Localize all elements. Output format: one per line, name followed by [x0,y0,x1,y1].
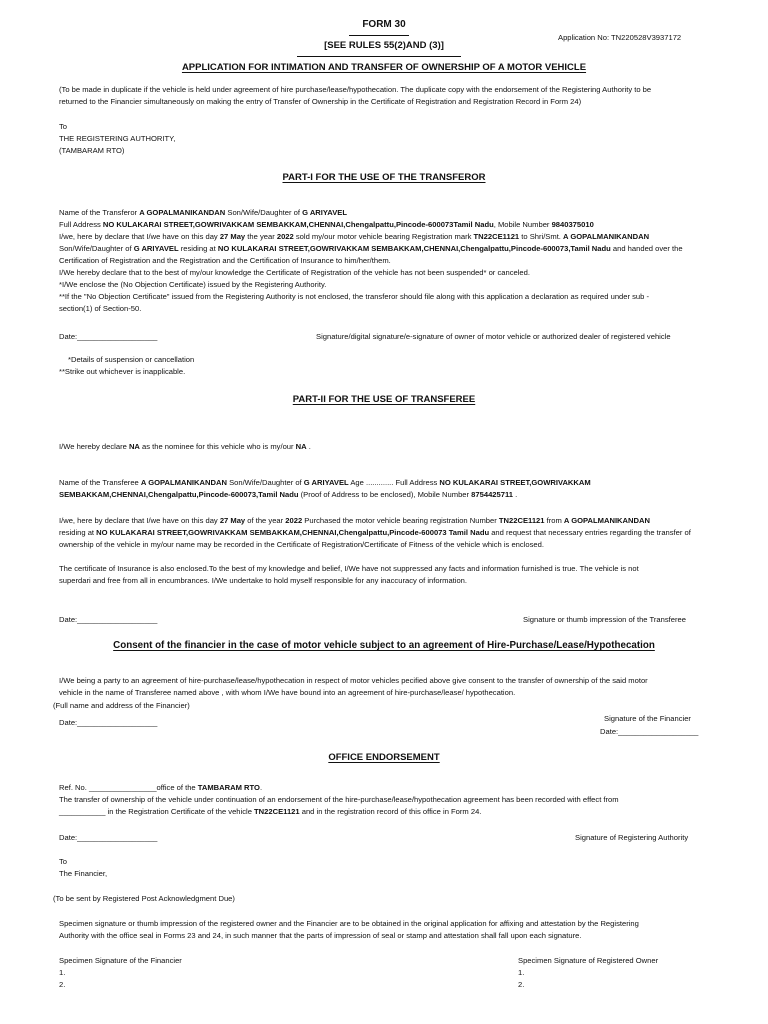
reference-number-line: Ref. No. ________________office of the TAMBARAM RTO. [59,783,263,792]
part1-heading: PART-I FOR THE USE OF THE TRANSFEROR [282,172,486,183]
specimen-note-line-2: Authority with the office seal in Forms 23 and 24, in such manner that the parts of impression of seal or stamp and attestation shall fall upon each signature. [59,931,582,940]
insurance-line-2: superdari and free from all in encumbrances. I/We undertake to hold myself responsible for any inaccuracy of information. [59,576,468,585]
transferee-name-line: Name of the Transferee A GOPALMANIKANDAN Son/Wife/Daughter of G ARIYAVEL Age ............. Full Address NO KULAKARAI STREET,GOWRIVAKKAM [59,478,591,487]
part2-date: Date:___________________ [59,615,158,624]
financier-signature: Signature of the Financier [604,714,691,723]
specimen-financier-label: Specimen Signature of the Financier [59,956,182,965]
financier-sign-2: 2. [59,980,66,989]
consent-line-2: vehicle in the name of Transferee named above , with whom I/We have bound into an agreement of hire-purchase/lease/ hypothecation. [59,688,516,697]
form-title: APPLICATION FOR INTIMATION AND TRANSFER OF OWNERSHIP OF A MOTOR VEHICLE [181,62,587,73]
noc-note-line-2: section(1) of Section-50. [59,304,142,313]
form-number-underline [349,35,409,36]
insurance-line-1: The certificate of Insurance is also enclosed.To the best of my knowledge and belief, I/We have not suppressed any facts and information furnished is true. The vehicle is not [59,564,639,573]
registered-post-note: (To be sent by Registered Post Acknowledgment Due) [53,894,235,903]
office-date: Date:___________________ [59,833,158,842]
endorsement-line-2: ___________ in the Registration Certificate of the vehicle TN22CE1121 and in the registration record of this office in Form 24. [59,807,482,816]
noc-note-line-1: **If the "No Objection Certificate" issued from the Registering Authority is not enclosed, the transferor should file along with this application a declaration as required under sub - [59,292,650,301]
endorsement-line-1: The transfer of ownership of the vehicle under continuation of an endorsement of the hire-purchase/lease/hypothecation agreement has been recorded with effect from [59,795,619,804]
rules-reference: [SEE RULES 55(2)AND (3)] [324,40,444,51]
registering-authority-signature: Signature of Registering Authority [575,833,689,842]
suspension-declaration: I/We hereby declare that to the best of my/our knowledge the Certificate of Registration of the vehicle has not been suspended* or canceled. [59,268,530,277]
consent-line-1: I/We being a party to an agreement of hire-purchase/lease/hypothecation in respect of motor vehicles pecified above give consent to the transfer of ownership of the said motor [59,676,648,685]
purchase-declaration-line: I/we, here by declare that I/we have on this day 27 May of the year 2022 Purchased the motor vehicle bearing registration Number TN22CE1121 from A GOPALMANIKANDAN [59,516,650,525]
address-rto: (TAMBARAM RTO) [59,146,125,155]
handover-line: Certification of Registration and the Registration and the Certification of Insurance to him/her/them. [59,256,391,265]
seller-residence-line: residing at NO KULAKARAI STREET,GOWRIVAKKAM SEMBAKKAM,CHENNAI,Chengalpattu,Pincode-600073 Tamil Nadu and request that necessary entries regarding the transfer of [59,528,691,537]
address-to: To [59,122,68,131]
footnote-strike: **Strike out whichever is inapplicable. [59,367,186,376]
part2-heading: PART-II FOR THE USE OF TRANSFEREE [292,394,476,405]
specimen-owner-label: Specimen Signature of Registered Owner [518,956,659,965]
part1-signature: Signature/digital signature/e-signature of owner of motor vehicle or authorized dealer of registered vehicle [316,332,671,341]
specimen-note-line-1: Specimen signature or thumb impression of the registered owner and the Financier are to be obtained in the original application for affixing and attestation by the Registering [59,919,639,928]
instructions-line-1: (To be made in duplicate if the vehicle is held under agreement of hire purchase/lease/hypothecation. The duplicate copy with the endorsement of the Registering Authority to be [59,85,652,94]
transferor-address-line: Full Address NO KULAKARAI STREET,GOWRIVAKKAM SEMBAKKAM,CHENNAI,Chengalpattu,Pincode-600073Tamil Nadu, Mobile Number 9840375010 [59,220,594,229]
part2-signature: Signature or thumb impression of the Transferee [523,615,686,624]
transferee-address-line: SEMBAKKAM,CHENNAI,Chengalpattu,Pincode-600073,Tamil Nadu (Proof of Address to be enclosed), Mobile Number 8754425711 . [59,490,518,499]
ownership-record-line: ownership of the vehicle in my/our name may be recorded in the Certificate of Registration/Certificate of Fitness of the vehicle which is enclosed. [59,540,544,549]
form-number: FORM 30 [362,19,406,30]
consent-date: Date:___________________ [59,718,158,727]
financier-label: The Financier, [59,869,108,878]
noc-enclosure: *I/We enclose the (No Objection Certificate) issued by the Registering Authority. [59,280,327,289]
instructions-line-2: returned to the Financier simultaneously on making the entry of Transfer of Ownership in the Certificate of Registration and Registration Record in Form 24) [59,97,582,106]
owner-sign-2: 2. [518,980,525,989]
application-number: Application No: TN220528V3937172 [558,33,682,42]
rules-underline [297,56,461,57]
footnote-suspension: *Details of suspension or cancellation [68,355,195,364]
nominee-declaration: I/We hereby declare NA as the nominee for this vehicle who is my/our NA . [59,442,311,451]
part1-date: Date:___________________ [59,332,158,341]
buyer-residence-line: Son/Wife/Daughter of G ARIYAVEL residing at NO KULAKARAI STREET,GOWRIVAKKAM SEMBAKKAM,CHENNAI,Chengalpattu,Pincode-600073,Tamil Nadu and handed over the [59,244,683,253]
financier-to: To [59,857,68,866]
financier-name-address: (Full name and address of the Financier) [53,701,190,710]
office-endorsement-heading: OFFICE ENDORSEMENT [328,752,440,763]
sale-declaration-line: I/we, here by declare that I/we have on this day 27 May the year 2022 sold my/our motor vehicle bearing Registration mark TN22CE1121 to Shri/Smt. A GOPALMANIKANDAN [59,232,650,241]
owner-sign-1: 1. [518,968,525,977]
consent-heading: Consent of the financier in the case of motor vehicle subject to an agreement of Hire-Purchase/Lease/Hypothecation [113,640,655,651]
financier-sign-1: 1. [59,968,66,977]
financier-date: Date:___________________ [600,727,699,736]
address-authority: THE REGISTERING AUTHORITY, [59,134,176,143]
transferor-name-line: Name of the Transferor A GOPALMANIKANDAN Son/Wife/Daughter of G ARIYAVEL [59,208,347,217]
